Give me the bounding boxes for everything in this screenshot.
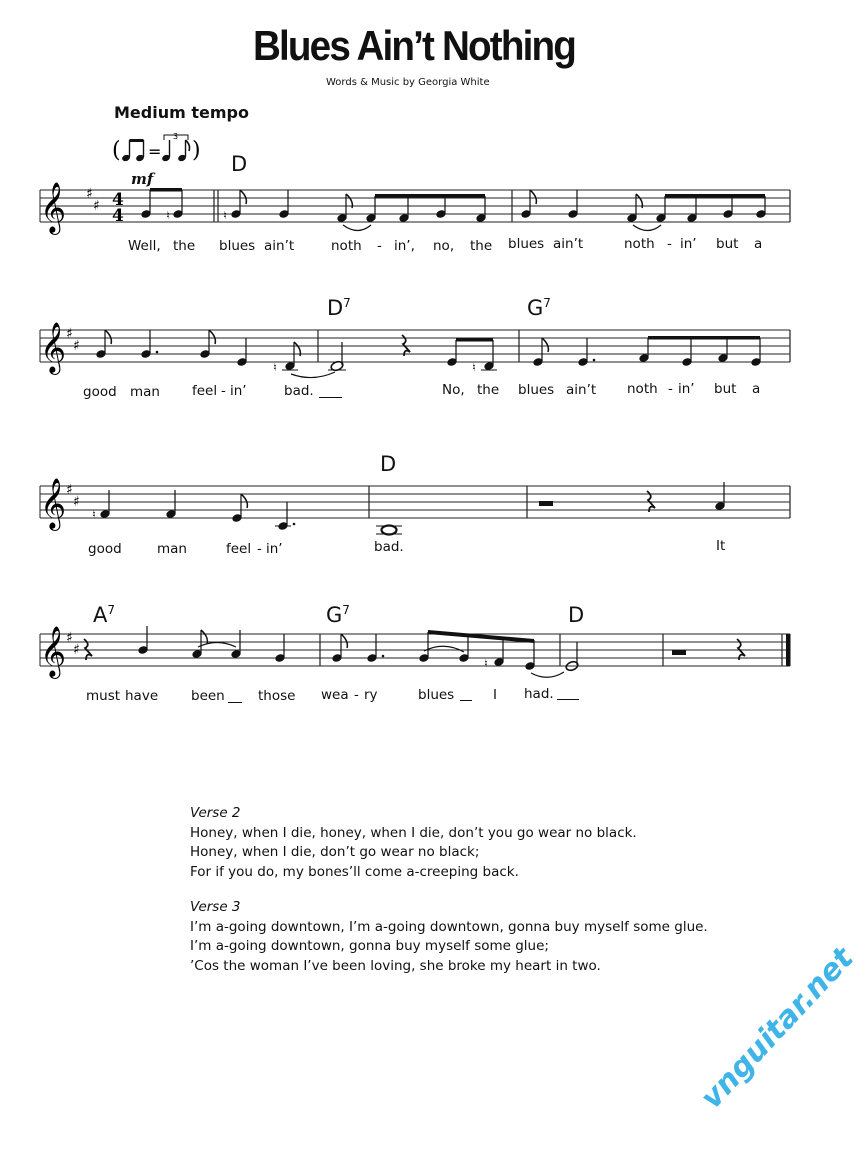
lyric-syllable: ain’t (553, 236, 584, 252)
svg-text:♮: ♮ (472, 361, 476, 374)
svg-text:♮: ♮ (484, 657, 488, 670)
lyric-syllable: the (477, 382, 500, 398)
lyric-syllable: no, (433, 238, 455, 254)
lyric-syllable: - (668, 381, 673, 397)
verse-3 (190, 898, 708, 976)
lyric-syllable: blues (219, 238, 256, 254)
verse-line: I’m a-going downtown, gonna buy myself some glue; (190, 938, 549, 954)
svg-text:♯: ♯ (73, 338, 80, 354)
lyric-syllable: the (173, 238, 196, 254)
lyric-syllable: Well, (128, 238, 161, 254)
swing-marking-icon (112, 132, 207, 168)
verse-line: Honey, when I die, honey, when I die, don’t you go wear no black. (190, 824, 637, 841)
svg-text:♮: ♮ (92, 508, 96, 521)
lyric-syllable: No, (442, 382, 465, 398)
svg-text:3: 3 (173, 132, 179, 141)
svg-text:♯: ♯ (93, 198, 100, 214)
lyric-syllable: blues (508, 236, 545, 252)
svg-text:♯: ♯ (73, 642, 80, 658)
song-credit: Words & Music by Georgia White (326, 77, 490, 88)
lyric-syllable: a (754, 236, 763, 252)
verse-2 (190, 804, 637, 882)
svg-text:𝄞: 𝄞 (40, 322, 67, 373)
lyric-syllable: - (667, 236, 672, 252)
lyric-syllable: but (714, 381, 737, 397)
melisma-line (319, 397, 342, 398)
lyric-syllable: in’ (678, 381, 695, 397)
lyric-syllable: the (470, 238, 493, 254)
lyric-syllable: had. (524, 686, 554, 702)
lyric-syllable: - (221, 383, 226, 399)
lyric-syllable: in’ (230, 383, 247, 399)
lyric-syllable: - (257, 541, 262, 557)
svg-text:𝄞: 𝄞 (40, 626, 67, 677)
svg-text:𝄞: 𝄞 (40, 478, 67, 529)
svg-text:𝄞: 𝄞 (40, 182, 67, 233)
lyric-syllable: - (377, 238, 382, 254)
lyric-syllable: It (716, 538, 726, 554)
svg-text:): ) (192, 138, 201, 163)
svg-text:4: 4 (112, 190, 124, 210)
lyric-syllable: those (258, 688, 296, 704)
lyric-syllable: been (191, 688, 225, 704)
lyric-syllable: bad. (374, 539, 404, 555)
chord-d7: $D^7$ (327, 296, 351, 320)
lyric-syllable: noth (627, 381, 658, 397)
chord-d: D (380, 452, 397, 476)
melisma-line (557, 699, 579, 700)
lyric-syllable: blues (518, 382, 555, 398)
lyric-syllable: ry (364, 687, 378, 703)
lyric-syllable: good (83, 384, 117, 400)
verse-line: For if you do, my bones’ll come a-creeping back. (190, 863, 519, 880)
music-staff (0, 476, 828, 558)
lyric-syllable: man (157, 541, 187, 557)
lyric-syllable: ain’t (566, 382, 597, 398)
music-staff (0, 320, 828, 402)
lyric-syllable: noth (331, 238, 362, 254)
svg-text:♯: ♯ (86, 186, 93, 202)
verse-line: I’m a-going downtown, I’m a-going downtown, gonna buy myself some glue. (190, 918, 708, 935)
dynamic-marking: mf (131, 170, 154, 188)
melisma-line (460, 700, 472, 701)
lyric-syllable: man (130, 384, 160, 400)
lyric-syllable: blues (418, 687, 455, 703)
verse-line: Honey, when I die, don’t go wear no black; (190, 844, 480, 860)
lyric-syllable: in’ (680, 236, 697, 252)
svg-text:♯: ♯ (66, 482, 73, 498)
chord-g7: $G^7$ (326, 603, 350, 627)
chord-a7: $A^7$ (93, 603, 116, 627)
svg-text:♮: ♮ (166, 209, 170, 222)
time-signature (112, 190, 124, 226)
verse-heading: Verse 3 (190, 899, 241, 915)
svg-text:4: 4 (112, 206, 124, 226)
treble-clef-icon (40, 626, 66, 679)
song-title: Blues Ain’t Nothing (252, 22, 576, 69)
lyric-syllable: in’, (394, 238, 415, 254)
chord-d: D (568, 603, 585, 627)
lyric-syllable: feel (192, 383, 218, 399)
lyric-syllable: in’ (266, 541, 283, 557)
lyric-syllable: I (493, 687, 497, 703)
treble-clef-icon (40, 322, 66, 375)
lyric-syllable: bad. (284, 383, 314, 399)
melisma-line (228, 702, 242, 703)
lyric-syllable: but (716, 236, 739, 252)
site-watermark: vnguitar.net (694, 940, 860, 1116)
lyric-syllable: a (752, 381, 761, 397)
svg-text:♯: ♯ (73, 494, 80, 510)
svg-text:♮: ♮ (223, 209, 227, 222)
svg-text:♯: ♯ (66, 326, 73, 342)
chord-g7: $G^7$ (527, 296, 551, 320)
verse-heading: Verse 2 (190, 805, 241, 821)
svg-text:♯: ♯ (66, 630, 73, 646)
verse-line: ’Cos the woman I’ve been loving, she broke my heart in two. (190, 957, 601, 974)
svg-text:=: = (148, 142, 162, 161)
treble-clef-icon (40, 478, 66, 531)
chord-d: D (231, 152, 248, 176)
tempo-marking: Medium tempo (114, 103, 249, 122)
lyric-syllable: - (354, 687, 359, 703)
lyric-syllable: wea (321, 687, 349, 703)
treble-clef-icon (40, 182, 66, 235)
lyric-syllable: must (86, 688, 121, 704)
svg-text:(: ( (112, 138, 121, 163)
lyric-syllable: ain’t (264, 238, 295, 254)
lyric-syllable: noth (624, 236, 655, 252)
lyric-syllable: feel (226, 541, 252, 557)
lyric-syllable: good (88, 541, 122, 557)
svg-text:♮: ♮ (273, 361, 277, 374)
lyric-syllable: have (125, 688, 159, 704)
